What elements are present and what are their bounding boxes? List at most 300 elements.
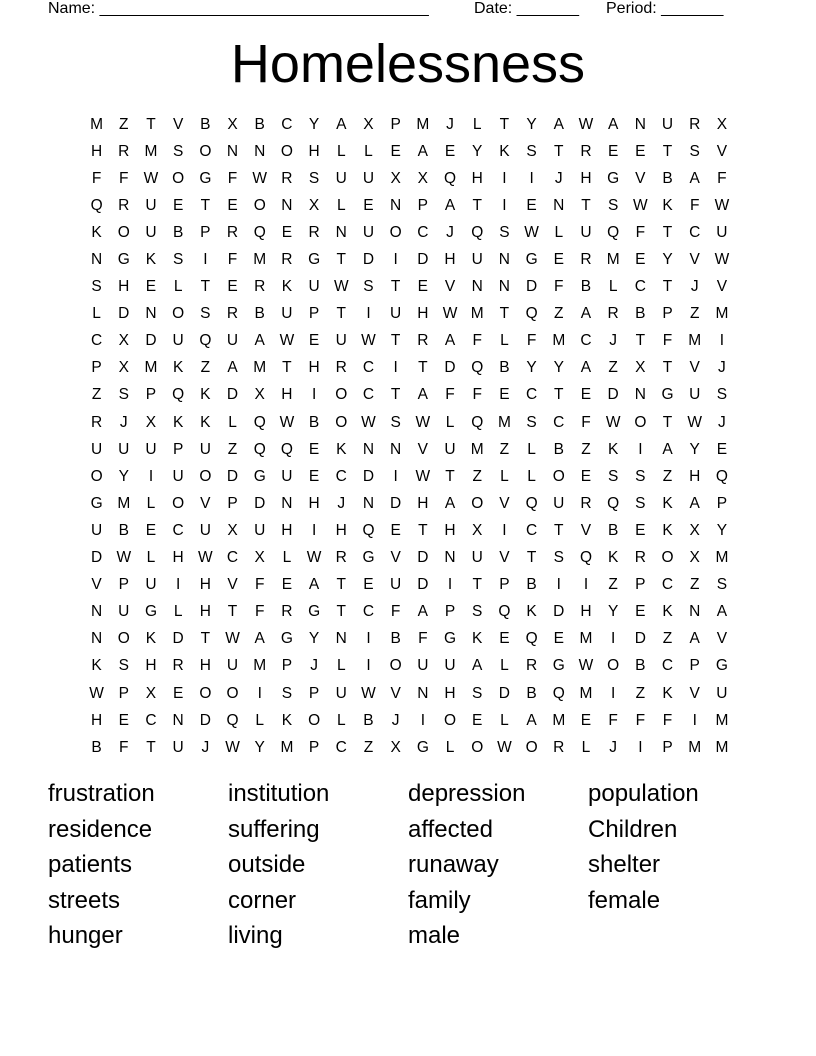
grid-letter: A: [417, 142, 429, 160]
grid-letter: V: [417, 440, 429, 458]
grid-letter: M: [579, 630, 593, 648]
grid-letter: B: [118, 521, 129, 539]
word-bank: [48, 777, 768, 955]
grid-letter: M: [552, 711, 566, 729]
grid-letter: R: [335, 359, 347, 377]
grid-letter: F: [472, 332, 482, 350]
grid-letter: D: [226, 386, 239, 404]
grid-letter: B: [635, 657, 646, 675]
grid-letter: H: [172, 549, 184, 567]
grid-letter: H: [199, 603, 211, 621]
word-list-item: residence: [48, 815, 153, 843]
grid-letter: K: [172, 359, 184, 377]
grid-letter: E: [363, 196, 374, 214]
grid-letter: A: [254, 630, 265, 648]
grid-letter: X: [689, 549, 700, 567]
grid-letter: C: [417, 223, 429, 241]
grid-letter: R: [417, 332, 429, 350]
grid-letter: V: [689, 359, 700, 377]
grid-letter: I: [393, 359, 398, 377]
word-list-item: institution: [228, 780, 330, 807]
grid-letter: B: [390, 630, 401, 648]
grid-letter: Q: [471, 359, 484, 377]
period-field: Period: _______: [606, 0, 724, 17]
grid-letter: W: [279, 332, 295, 350]
grid-letter: O: [90, 467, 103, 485]
grid-letter: J: [609, 332, 618, 350]
grid-letter: E: [308, 332, 320, 350]
grid-letter: V: [580, 521, 592, 539]
grid-letter: F: [254, 603, 265, 621]
grid-letter: Q: [607, 223, 620, 241]
grid-letter: S: [526, 413, 537, 431]
grid-letter: G: [715, 657, 728, 675]
grid-letter: C: [525, 386, 538, 404]
grid-row: [83, 734, 736, 761]
grid-letter: I: [366, 630, 371, 648]
grid-letter: I: [393, 467, 398, 485]
grid-letter: U: [199, 440, 211, 458]
grid-letter: F: [119, 738, 129, 756]
grid-letter: Q: [253, 223, 266, 241]
grid-letter: R: [689, 115, 701, 133]
grid-row: [83, 192, 736, 219]
grid-letter: R: [90, 413, 103, 431]
grid-row: [83, 355, 736, 382]
grid-letter: Y: [716, 521, 728, 539]
grid-letter: E: [172, 196, 184, 214]
grid-letter: Q: [525, 494, 538, 512]
grid-row: [83, 138, 736, 165]
grid-letter: O: [389, 223, 402, 241]
grid-letter: D: [254, 494, 266, 512]
grid-letter: O: [471, 494, 484, 512]
word-list-item: runaway: [408, 851, 499, 879]
grid-letter: D: [90, 549, 103, 567]
grid-letter: Z: [689, 305, 700, 323]
grid-letter: G: [362, 549, 375, 567]
grid-letter: R: [335, 549, 347, 567]
grid-letter: D: [362, 251, 375, 269]
grid-letter: P: [444, 603, 456, 621]
grid-letter: Z: [554, 305, 564, 323]
grid-letter: R: [118, 142, 130, 160]
word-list-item: family: [408, 886, 471, 914]
grid-letter: F: [227, 169, 238, 187]
grid-letter: U: [172, 467, 184, 485]
grid-letter: L: [173, 603, 183, 621]
grid-letter: Z: [662, 467, 673, 485]
grid-letter: S: [526, 142, 537, 160]
word-list-item: female: [588, 886, 661, 914]
grid-letter: D: [417, 549, 429, 567]
grid-letter: G: [552, 657, 565, 675]
grid-letter: M: [688, 738, 702, 756]
grid-letter: E: [499, 630, 510, 648]
grid-letter: O: [117, 630, 130, 648]
grid-letter: Z: [662, 630, 673, 648]
grid-letter: S: [172, 142, 184, 160]
grid-letter: D: [118, 305, 130, 323]
grid-row: [83, 409, 736, 436]
grid-letter: E: [363, 576, 374, 594]
grid-letter: P: [172, 440, 184, 458]
grid-row: [83, 707, 736, 734]
grid-letter: H: [444, 521, 456, 539]
grid-letter: B: [607, 521, 619, 539]
grid-letter: L: [500, 332, 509, 350]
grid-row: [83, 517, 736, 544]
grid-letter: L: [500, 657, 509, 675]
grid-letter: G: [144, 603, 157, 621]
grid-letter: E: [172, 684, 184, 702]
grid-letter: I: [148, 467, 154, 485]
grid-letter: O: [308, 711, 321, 729]
grid-letter: R: [172, 657, 184, 675]
grid-letter: V: [227, 576, 238, 594]
grid-row: [83, 436, 736, 463]
grid-letter: Q: [199, 332, 212, 350]
grid-letter: O: [226, 684, 239, 702]
grid-letter: F: [635, 223, 646, 241]
grid-letter: L: [92, 305, 101, 323]
grid-letter: L: [500, 711, 509, 729]
grid-letter: D: [172, 630, 184, 648]
grid-row: [83, 680, 736, 707]
grid-letter: N: [417, 684, 429, 702]
grid-letter: W: [361, 332, 376, 350]
grid-letter: T: [336, 305, 347, 323]
grid-letter: J: [718, 359, 726, 377]
grid-letter: O: [172, 494, 185, 512]
grid-letter: A: [716, 603, 728, 621]
grid-letter: R: [118, 196, 130, 214]
grid-letter: E: [390, 521, 401, 539]
grid-letter: I: [447, 576, 453, 594]
grid-letter: Z: [608, 359, 618, 377]
grid-letter: T: [554, 521, 564, 539]
grid-letter: U: [716, 684, 728, 702]
grid-letter: P: [390, 115, 401, 133]
grid-letter: E: [499, 386, 510, 404]
grid-letter: F: [554, 278, 564, 296]
grid-letter: S: [118, 386, 129, 404]
grid-letter: H: [580, 603, 592, 621]
grid-letter: Q: [607, 494, 620, 512]
grid-letter: H: [444, 684, 456, 702]
grid-letter: U: [172, 738, 184, 756]
grid-letter: O: [552, 467, 565, 485]
grid-letter: T: [146, 738, 156, 756]
grid-letter: W: [633, 196, 648, 214]
grid-letter: A: [417, 603, 429, 621]
grid-letter: F: [608, 711, 618, 729]
grid-letter: I: [502, 169, 507, 187]
grid-letter: P: [662, 738, 673, 756]
grid-letter: U: [118, 603, 130, 621]
grid-letter: Z: [91, 386, 102, 404]
grid-letter: E: [417, 278, 429, 296]
grid-letter: I: [257, 684, 262, 702]
grid-letter: P: [227, 494, 238, 512]
grid-letter: X: [227, 115, 238, 133]
grid-letter: N: [90, 603, 103, 621]
date-field: Date: _______: [474, 0, 579, 17]
grid-letter: U: [580, 223, 592, 241]
grid-letter: G: [525, 251, 538, 269]
grid-letter: T: [200, 196, 211, 214]
grid-letter: H: [308, 494, 320, 512]
grid-letter: K: [145, 251, 157, 269]
grid-letter: W: [497, 738, 512, 756]
grid-letter: G: [280, 630, 293, 648]
grid-letter: Z: [227, 440, 238, 458]
grid-letter: C: [172, 521, 184, 539]
grid-letter: D: [634, 630, 646, 648]
grid-letter: T: [336, 251, 347, 269]
grid-letter: N: [498, 278, 510, 296]
grid-letter: U: [199, 521, 211, 539]
grid-letter: J: [446, 223, 454, 241]
grid-letter: O: [525, 738, 538, 756]
grid-letter: Z: [689, 576, 700, 594]
word-list-item: male: [408, 922, 461, 950]
grid-letter: I: [556, 576, 561, 594]
grid-letter: G: [199, 169, 212, 187]
grid-letter: P: [118, 576, 129, 594]
grid-letter: N: [444, 549, 456, 567]
grid-letter: T: [662, 142, 673, 160]
grid-letter: L: [472, 115, 482, 133]
grid-letter: O: [172, 305, 185, 323]
grid-letter: S: [363, 278, 374, 296]
grid-letter: R: [281, 251, 293, 269]
grid-letter: B: [254, 115, 265, 133]
grid-letter: M: [715, 305, 729, 323]
grid-letter: W: [89, 684, 104, 702]
grid-letter: M: [416, 115, 430, 133]
grid-letter: O: [253, 196, 266, 214]
grid-letter: Y: [553, 359, 564, 377]
grid-letter: L: [146, 494, 156, 512]
grid-letter: M: [715, 738, 729, 756]
grid-letter: M: [606, 251, 620, 269]
grid-letter: D: [417, 576, 429, 594]
grid-letter: U: [471, 549, 483, 567]
grid-letter: V: [444, 278, 456, 296]
grid-letter: K: [281, 711, 293, 729]
grid-letter: M: [552, 332, 566, 350]
grid-letter: T: [554, 386, 564, 404]
grid-letter: K: [91, 223, 102, 241]
grid-letter: X: [254, 386, 265, 404]
grid-letter: W: [116, 549, 132, 567]
grid-letter: F: [581, 413, 591, 431]
grid-letter: L: [336, 196, 346, 214]
grid-letter: Z: [119, 115, 129, 133]
grid-letter: Q: [90, 196, 103, 214]
grid-letter: W: [279, 413, 295, 431]
grid-letter: W: [333, 278, 349, 296]
grid-letter: A: [580, 359, 592, 377]
grid-letter: R: [607, 305, 619, 323]
grid-letter: P: [499, 576, 510, 594]
grid-letter: E: [281, 223, 293, 241]
grid-letter: N: [90, 251, 103, 269]
grid-letter: E: [635, 603, 646, 621]
grid-letter: L: [445, 413, 455, 431]
grid-letter: A: [444, 332, 456, 350]
grid-letter: D: [553, 603, 565, 621]
grid-letter: H: [308, 142, 320, 160]
grid-letter: L: [527, 467, 536, 485]
grid-letter: M: [117, 494, 131, 512]
grid-letter: T: [526, 549, 537, 567]
grid-letter: I: [311, 521, 317, 539]
grid-letter: Z: [635, 684, 646, 702]
grid-letter: C: [634, 278, 646, 296]
grid-letter: U: [226, 657, 239, 675]
grid-letter: W: [306, 549, 322, 567]
grid-letter: U: [281, 467, 293, 485]
grid-letter: J: [554, 169, 563, 187]
grid-letter: J: [119, 413, 128, 431]
grid-letter: U: [471, 251, 483, 269]
grid-letter: J: [690, 278, 699, 296]
grid-letter: K: [472, 630, 483, 648]
grid-letter: U: [145, 223, 157, 241]
grid-letter: I: [366, 657, 371, 675]
grid-letter: F: [390, 603, 401, 621]
grid-letter: X: [254, 549, 265, 567]
grid-letter: E: [308, 440, 320, 458]
grid-letter: Z: [472, 467, 482, 485]
grid-letter: X: [417, 169, 429, 187]
grid-letter: C: [689, 223, 701, 241]
grid-letter: E: [444, 142, 456, 160]
grid-letter: D: [145, 332, 157, 350]
grid-letter: X: [118, 332, 129, 350]
grid-letter: U: [417, 657, 429, 675]
grid-letter: L: [336, 711, 346, 729]
grid-letter: A: [417, 386, 429, 404]
grid-letter: C: [553, 413, 565, 431]
grid-letter: F: [91, 169, 102, 187]
grid-letter: X: [390, 738, 401, 756]
grid-letter: Q: [444, 169, 457, 187]
grid-letter: F: [445, 386, 455, 404]
grid-letter: S: [472, 603, 483, 621]
grid-letter: G: [661, 386, 674, 404]
grid-letter: U: [335, 684, 347, 702]
grid-letter: F: [689, 196, 700, 214]
grid-letter: E: [716, 440, 728, 458]
grid-letter: N: [634, 386, 646, 404]
grid-letter: U: [661, 115, 674, 133]
grid-letter: H: [689, 467, 701, 485]
grid-letter: M: [470, 305, 484, 323]
grid-letter: F: [119, 169, 129, 187]
grid-letter: A: [254, 332, 265, 350]
grid-letter: H: [90, 142, 103, 160]
grid-letter: U: [281, 305, 293, 323]
grid-letter: R: [553, 738, 565, 756]
grid-letter: D: [444, 359, 456, 377]
grid-letter: Y: [308, 630, 320, 648]
grid-letter: F: [526, 332, 537, 350]
grid-letter: Y: [254, 738, 265, 756]
grid-letter: E: [472, 711, 483, 729]
grid-letter: V: [499, 549, 510, 567]
grid-letter: R: [254, 278, 266, 296]
grid-letter: W: [714, 251, 730, 269]
grid-letter: U: [390, 305, 402, 323]
grid-letter: X: [390, 169, 401, 187]
grid-letter: T: [472, 576, 482, 594]
grid-letter: E: [526, 196, 537, 214]
grid-letter: W: [605, 413, 621, 431]
grid-letter: E: [118, 711, 129, 729]
grid-letter: Y: [607, 603, 619, 621]
grid-letter: Z: [363, 738, 374, 756]
grid-letter: W: [225, 630, 240, 648]
grid-letter: T: [418, 359, 428, 377]
grid-letter: V: [716, 630, 728, 648]
grid-letter: W: [415, 467, 431, 485]
grid-letter: I: [203, 251, 208, 269]
grid-letter: J: [718, 413, 726, 431]
grid-letter: T: [662, 278, 673, 296]
grid-letter: U: [145, 196, 157, 214]
grid-letter: H: [118, 278, 130, 296]
word-list-item: living: [228, 922, 283, 950]
grid-letter: K: [662, 494, 673, 512]
grid-letter: X: [227, 521, 238, 539]
grid-letter: J: [391, 711, 400, 729]
grid-letter: O: [199, 467, 212, 485]
grid-letter: O: [199, 684, 212, 702]
grid-letter: T: [662, 223, 673, 241]
grid-letter: N: [281, 196, 293, 214]
grid-letter: M: [280, 738, 294, 756]
grid-row: [83, 572, 736, 599]
grid-letter: Z: [200, 359, 211, 377]
grid-letter: P: [635, 576, 646, 594]
grid-letter: C: [661, 576, 674, 594]
grid-letter: W: [415, 413, 431, 431]
grid-letter: G: [117, 251, 130, 269]
grid-letter: K: [499, 142, 510, 160]
grid-letter: T: [227, 603, 238, 621]
grid-letter: R: [634, 549, 646, 567]
grid-letter: S: [716, 576, 728, 594]
grid-letter: E: [553, 251, 564, 269]
grid-letter: A: [472, 657, 483, 675]
grid-letter: U: [90, 521, 103, 539]
grid-letter: M: [715, 549, 729, 567]
grid-letter: K: [607, 549, 619, 567]
grid-letter: U: [362, 169, 375, 187]
grid-letter: C: [281, 115, 293, 133]
grid-letter: B: [499, 359, 510, 377]
grid-letter: L: [228, 413, 237, 431]
grid-letter: Z: [581, 440, 591, 458]
grid-letter: N: [145, 305, 157, 323]
grid-letter: U: [335, 332, 347, 350]
grid-letter: K: [526, 603, 537, 621]
grid-letter: I: [611, 630, 616, 648]
grid-letter: I: [529, 169, 534, 187]
